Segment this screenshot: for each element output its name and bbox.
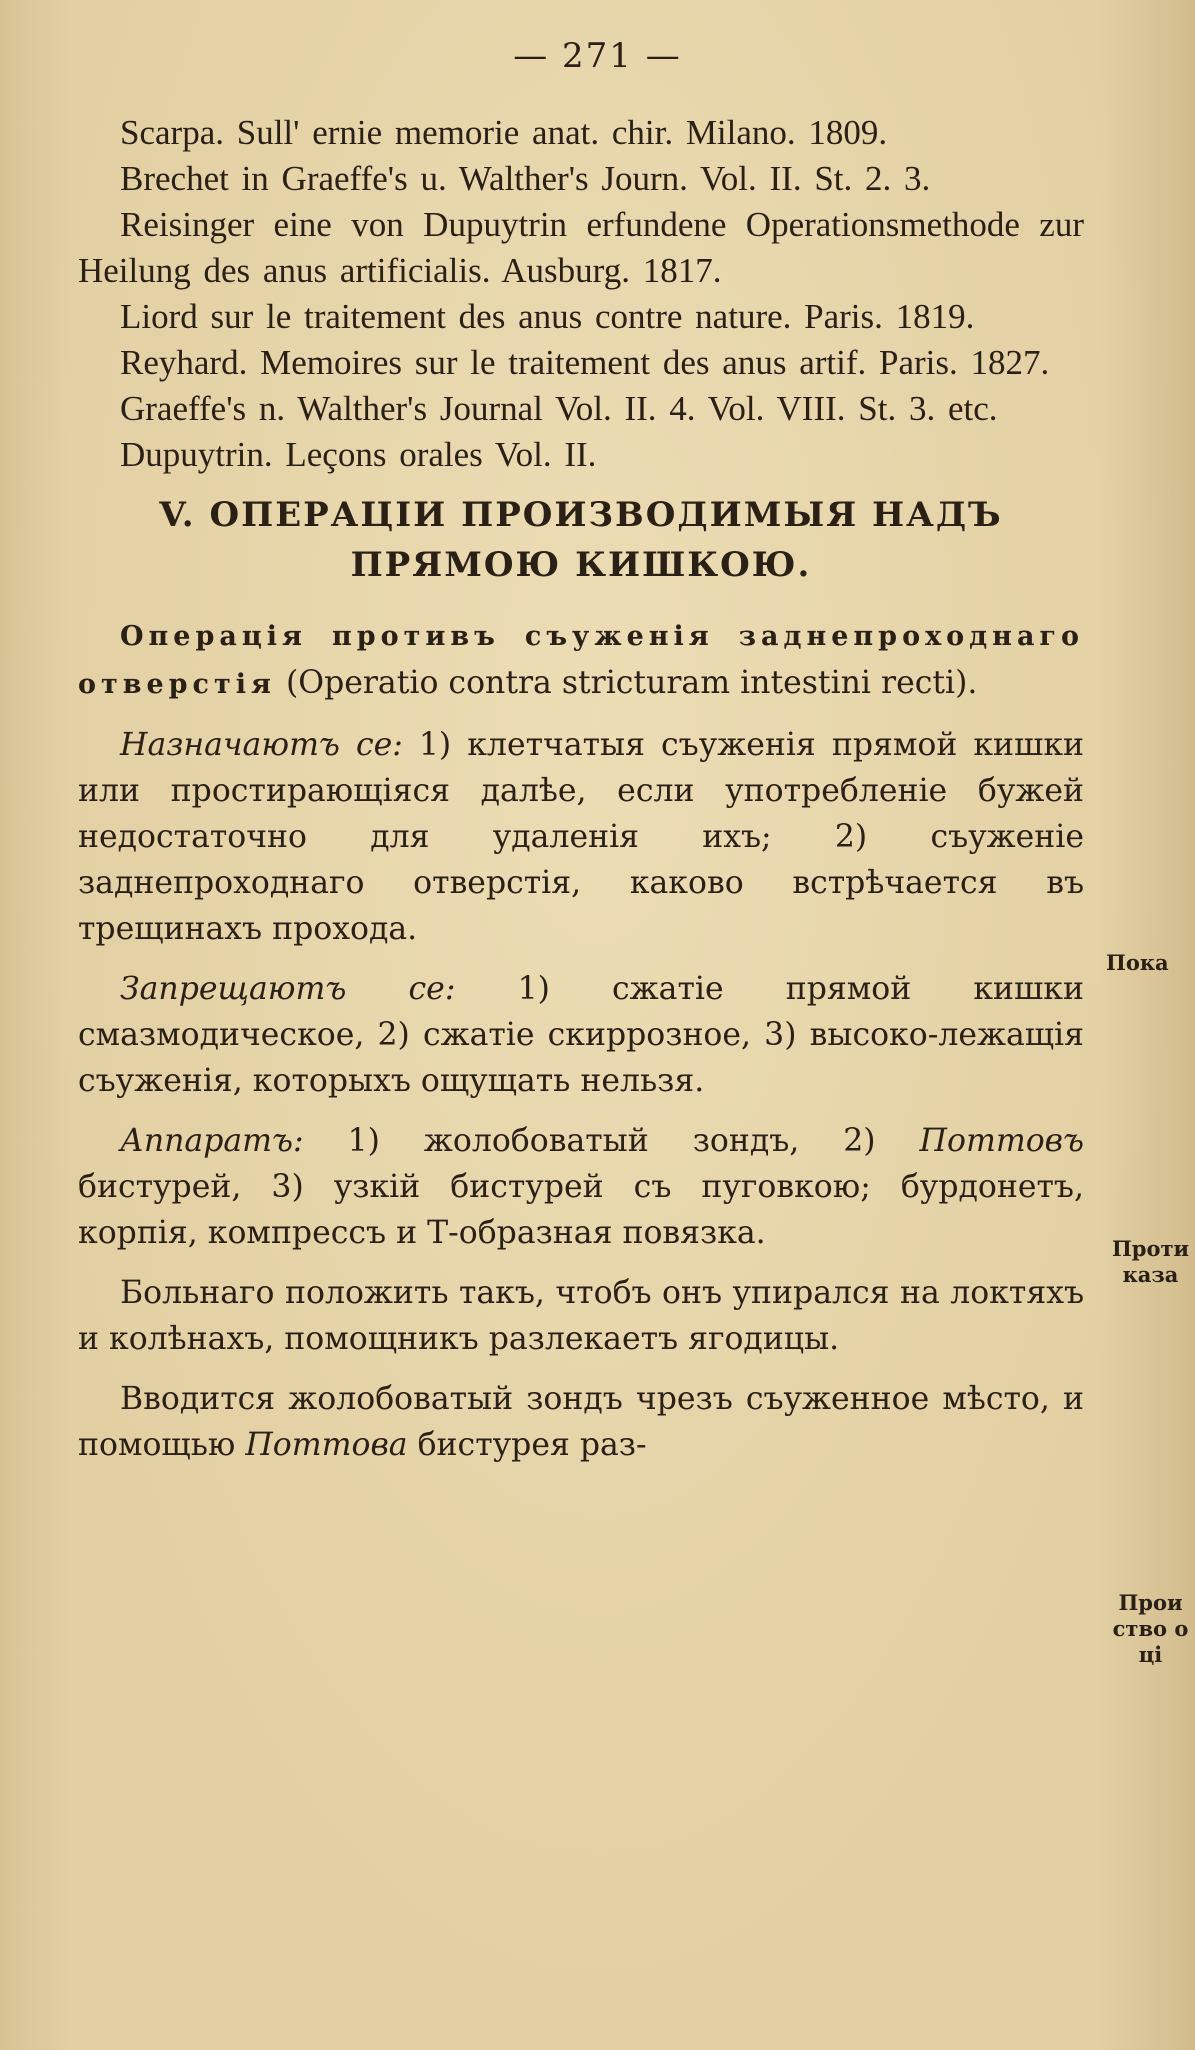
reference-entry: Reisinger eine von Dupuytrin erfundene Operationsmethode zur Heilung des anus artificialis. Ausburg. 1817. <box>78 205 1084 290</box>
reference-entry: Graeffe's n. Walther's Journal Vol. II. 4. Vol. VIII. St. 3. etc. <box>120 389 998 428</box>
reference-entry: Dupuytrin. Leçons orales Vol. II. <box>120 435 597 474</box>
reference-entry: Reyhard. Memoires sur le traitement des anus artif. Paris. 1827. <box>120 343 1050 382</box>
contraindications-lead: Запрещаютъ се: <box>120 971 456 1007</box>
indications-lead: Назначаютъ се: <box>120 727 403 763</box>
apparatus-lead: Аппаратъ: <box>120 1123 304 1159</box>
section-heading-line-2: ПРЯМОЮ КИШКОЮ. <box>350 545 812 585</box>
contraindications-paragraph <box>78 966 1084 1104</box>
margin-note-line: каза <box>1122 1262 1179 1287</box>
margin-note-contraindications <box>1106 1236 1195 1288</box>
reference-entry: Scarpa. Sull' ernie memorie anat. chir. Milano. 1809. <box>120 113 888 152</box>
procedure-paragraph-1: Больнаго положить такъ, чтобъ онъ упирался на локтяхъ и колѣнахъ, помощникъ разлекаетъ ягодицы. <box>78 1275 1084 1357</box>
margin-note-line: Проти <box>1111 1236 1190 1261</box>
apparatus-text-a: 1) жолобоватый зондъ, 2) <box>347 1123 876 1159</box>
operation-title-spaced: Операція противъ съуженія заднепроходнаго отверстія <box>78 621 1084 700</box>
section-heading <box>78 490 1084 590</box>
page-number: — 271 — <box>513 36 682 76</box>
margin-note-line: ці <box>1138 1642 1163 1667</box>
section-heading-line-1: V. ОПЕРАЦІИ ПРОИЗВОДИМЫЯ НАДЪ <box>159 495 1003 535</box>
procedure-paragraph-2 <box>78 1376 1084 1468</box>
indications-paragraph <box>78 722 1084 952</box>
apparatus-paragraph <box>78 1118 1084 1256</box>
main-text-column <box>78 110 1084 1482</box>
apparatus-text-b: бистурей, 3) узкій бистурей съ пуговкою; бурдонетъ, корпія, компрессъ и Т-образная повязка. <box>78 1169 1084 1251</box>
reference-entry: Brechet in Graeffe's u. Walther's Journ. Vol. II. St. 2. 3. <box>120 159 931 198</box>
procedure-name: Поттова <box>245 1427 408 1463</box>
indications-text: 1) клетчатыя съуженія прямой кишки или простирающіяся далѣе, если употребленіе бужей недостаточно для удаленія ихъ; 2) съуженіе заднепроходнаго отверстія, каково встрѣчается въ трещинахъ прохода. <box>78 727 1084 947</box>
contraindications-text: 1) сжатіе прямой кишки смазмодическое, 2) сжатіе скиррозное, 3) высоко-лежащія съуженія, которыхъ ощущать нельзя. <box>78 971 1084 1099</box>
margin-note-indications: Пока <box>1106 950 1169 975</box>
margin-note-procedure <box>1106 1590 1195 1668</box>
reference-entry: Liord sur le traitement des anus contre nature. Paris. 1819. <box>120 297 975 336</box>
operation-title <box>78 612 1084 708</box>
margin-note-line: ство о <box>1112 1616 1189 1641</box>
apparatus-name: Поттовъ <box>919 1123 1085 1159</box>
procedure-text-a: Вводится жолобоватый зондъ чрезъ съуженное мѣсто, и помощью <box>78 1381 1084 1463</box>
margin-note-line: Прои <box>1118 1590 1183 1615</box>
operation-title-latin: (Operatio contra stricturam intestini recti). <box>285 665 978 701</box>
procedure-text-b: бистурея раз- <box>417 1427 647 1463</box>
